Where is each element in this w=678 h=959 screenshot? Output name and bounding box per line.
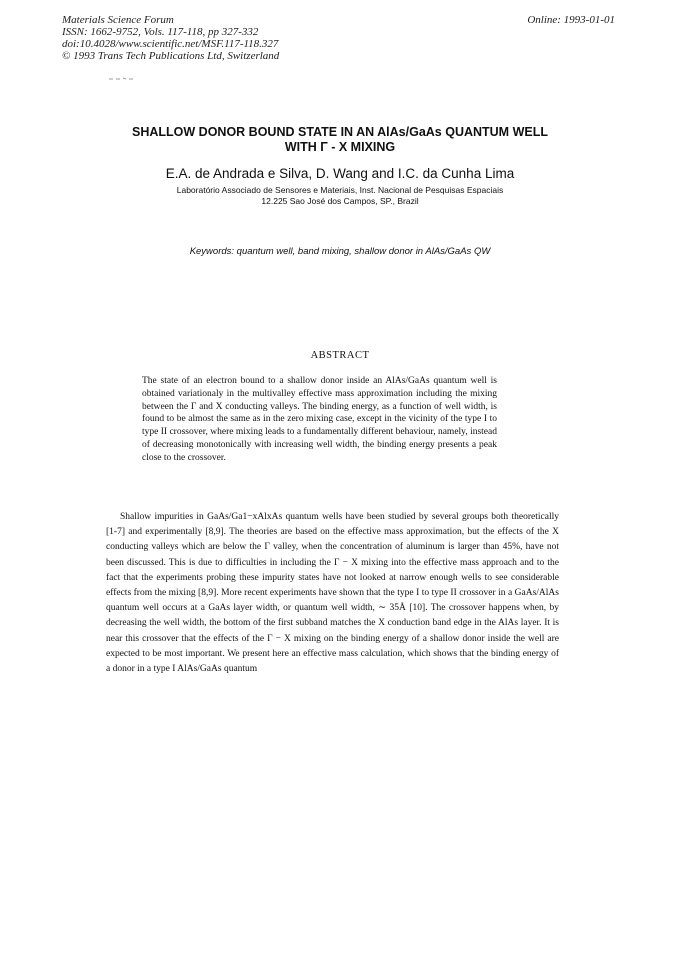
online-date: Online: 1993-01-01 <box>527 14 615 26</box>
abstract-heading: ABSTRACT <box>310 350 370 361</box>
scan-artifact-mark <box>107 75 147 81</box>
affiliation-line-2: 12.225 Sao José dos Campos, SP., Brazil <box>261 196 419 206</box>
journal-name: Materials Science Forum <box>62 14 174 26</box>
header-block <box>62 14 279 62</box>
paper-title <box>80 125 600 155</box>
doi-link[interactable]: doi:10.4028/www.scientific.net/MSF.117-118.327 <box>62 38 279 50</box>
affiliation-line-1: Laboratório Associado de Sensores e Materiais, Inst. Nacional de Pesquisas Espaciais <box>176 185 504 195</box>
keywords: Keywords: quantum well, band mixing, shallow donor in AlAs/GaAs QW <box>189 246 491 257</box>
abstract-text: The state of an electron bound to a shallow donor inside an AlAs/GaAs quantum well is obtained variationaly in the multivalley effective mass approximation including the mixing between the Γ and X conducting valleys. The binding energy, as a function of well width, is found to be almost the same as in the zero mixing case, except in the vicinity of the type I to type II crossover, where mixing leads to a fundamentally different behaviour, namely, instead of decreasing monotonically with increasing well width, the binding energy presents a peak close to the crossover. <box>142 376 497 463</box>
issn-line: ISSN: 1662-9752, Vols. 117-118, pp 327-332 <box>62 26 259 38</box>
copyright-line: © 1993 Trans Tech Publications Ltd, Switzerland <box>62 50 280 62</box>
title-line-1: SHALLOW DONOR BOUND STATE IN AN AlAs/GaAs QUANTUM WELL <box>132 125 548 139</box>
body-paragraph: Shallow impurities in GaAs/Ga1−xAlxAs quantum wells have been studied by several groups both theoretically [1-7] and experimentally [8,9]. The theories are based on the effective mass approximation, but the effects of the X conducting valleys which are below the Γ valley, when the concentration of aluminum is larger than 45%, have not been discussed. This is due to difficulties in including the Γ − X mixing into the effective mass approach and to the fact that the experiments probing these impurity states have not looked at narrow enough wells to see considerable effects from the mixing [8,9]. More recent experiments have shown that the type I to type II crossover in a GaAs/AlAs quantum well occurs at a GaAs layer width, or quantum well width, ∼ 35Å [10]. The crossover happens when, by decreasing the well width, the bottom of the first subband matches the X conduction band edge in the AlAs layer. It is near this crossover that the effects of the Γ − X mixing on the binding energy of a shallow donor inside the well are expected to be most important. We present here an effective mass calculation, which shows that the binding energy of a donor in a type I AlAs/GaAs quantum <box>106 512 559 675</box>
author-list: E.A. de Andrada e Silva, D. Wang and I.C. da Cunha Lima <box>165 166 515 181</box>
affiliation <box>80 185 600 207</box>
title-line-2: WITH Γ - X MIXING <box>284 140 396 154</box>
body-text <box>106 510 559 677</box>
